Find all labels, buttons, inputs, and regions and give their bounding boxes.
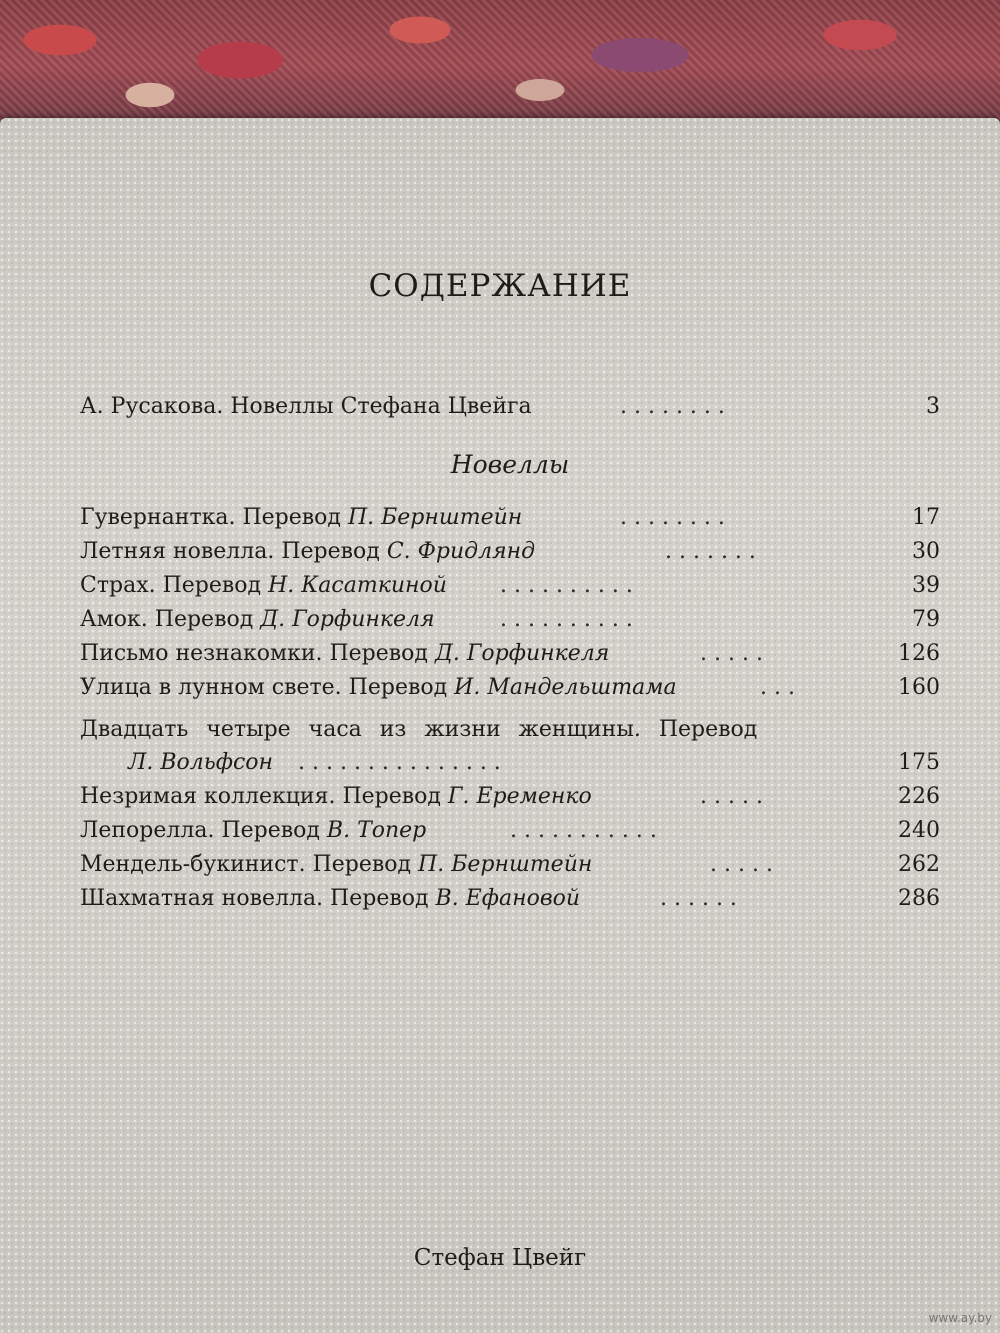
section-title: Новеллы <box>450 450 570 479</box>
toc-leader-dots: . . . . . . . . . . <box>500 573 633 598</box>
toc-entry-translator: И. Мандельштама <box>454 675 677 700</box>
toc-entry <box>80 886 940 920</box>
toc-leader-dots: . . . . . . . . . . . <box>510 818 657 843</box>
toc-entry-title: Незримая коллекция. Перевод <box>80 784 448 809</box>
toc-intro-title: А. Русакова. Новеллы Стефана Цвейга <box>80 394 532 419</box>
toc-entry-translator: С. Фридлянд <box>386 539 536 564</box>
toc-page-number: 30 <box>912 539 940 564</box>
toc-entry-text <box>80 573 447 598</box>
toc-entry-translator: Г. Еременко <box>447 784 592 809</box>
toc-leader-dots: . . . . . <box>700 641 763 666</box>
toc-entry-translator: Н. Касаткиной <box>268 573 447 598</box>
toc-leader-dots: . . . . . . . . <box>620 394 725 419</box>
toc-leader-dots: . . . . . . . . <box>620 505 725 530</box>
toc-entry-translator: Д. Горфинкеля <box>434 641 610 666</box>
tablecloth-background <box>0 0 1000 130</box>
toc-leader-dots: . . . . . <box>710 852 773 877</box>
toc-entry-text <box>80 717 757 742</box>
toc-page-number: 240 <box>898 818 940 843</box>
toc-entry-title: Летняя новелла. Перевод <box>80 539 387 564</box>
toc-page-number: 262 <box>898 852 940 877</box>
toc-entry-text <box>80 641 609 666</box>
toc-entry <box>80 505 940 539</box>
toc-page-number: 160 <box>898 675 940 700</box>
toc-entry-translator: П. Бернштейн <box>418 852 593 877</box>
running-footer: Стефан Цвейг <box>413 1245 587 1271</box>
toc-page-number: 175 <box>898 750 940 775</box>
toc-entry-text <box>80 607 435 632</box>
book-page <box>0 118 1000 1333</box>
toc-entry-title: Улица в лунном свете. Перевод <box>80 675 455 700</box>
toc-entry-title: Шахматная новелла. Перевод <box>80 886 436 911</box>
toc-entry-text <box>80 539 535 564</box>
toc-entry-text <box>80 818 426 843</box>
toc-page-number: 226 <box>898 784 940 809</box>
toc-entry-text <box>80 852 592 877</box>
toc-page-number: 126 <box>898 641 940 666</box>
toc-entry-title: Амок. Перевод <box>80 607 261 632</box>
toc-entry-translator: Л. Вольфсон <box>128 750 274 775</box>
toc-leader-dots: . . . . . . . <box>665 539 756 564</box>
toc-entry-translator: В. Топер <box>326 818 427 843</box>
toc-page-number: 286 <box>898 886 940 911</box>
toc-page-number: 79 <box>912 607 940 632</box>
page-heading: СОДЕРЖАНИЕ <box>368 268 632 304</box>
toc-leader-dots: . . . . . . . . . . . . . . . <box>298 750 501 775</box>
toc-page-number: 17 <box>912 505 940 530</box>
toc-entry <box>80 852 940 886</box>
toc-entry-text <box>80 784 592 809</box>
toc-leader-dots: . . . <box>760 675 795 700</box>
toc-entry <box>80 784 940 818</box>
toc-intro-row <box>80 394 940 428</box>
toc-entry <box>80 573 940 607</box>
toc-leader-dots: . . . . . . <box>660 886 737 911</box>
toc-entry <box>80 675 940 709</box>
toc-entry <box>80 818 940 852</box>
toc-entry-title: Гувернантка. Перевод <box>80 505 348 530</box>
toc-entry-text <box>80 886 580 911</box>
toc-entry-title: Письмо незнакомки. Перевод <box>80 641 435 666</box>
toc-entry-title: Двадцать четыре часа из жизни женщины. Перевод <box>80 717 758 742</box>
toc-entry-text <box>80 675 677 700</box>
toc-entry <box>80 539 940 573</box>
toc-page-number: 39 <box>912 573 940 598</box>
toc-leader-dots: . . . . . . . . . . <box>500 607 633 632</box>
toc-entry-translator: П. Бернштейн <box>347 505 523 530</box>
toc-leader-dots: . . . . . <box>700 784 763 809</box>
toc-entry-title: Лепорелла. Перевод <box>80 818 327 843</box>
toc-entry-title: Страх. Перевод <box>80 573 269 598</box>
watermark-text: www.ay.by <box>928 1311 992 1325</box>
toc-entry-text <box>128 750 273 775</box>
toc-entry-translator: Д. Горфинкеля <box>260 607 435 632</box>
toc-entry <box>80 607 940 641</box>
toc-entry <box>128 750 940 784</box>
toc-page-number: 3 <box>926 394 940 419</box>
toc-entry-translator: В. Ефановой <box>435 886 581 911</box>
toc-entry-title: Мендель-букинист. Перевод <box>80 852 419 877</box>
toc-entry-text <box>80 505 522 530</box>
toc-entry <box>80 641 940 675</box>
toc-entry <box>80 717 940 751</box>
